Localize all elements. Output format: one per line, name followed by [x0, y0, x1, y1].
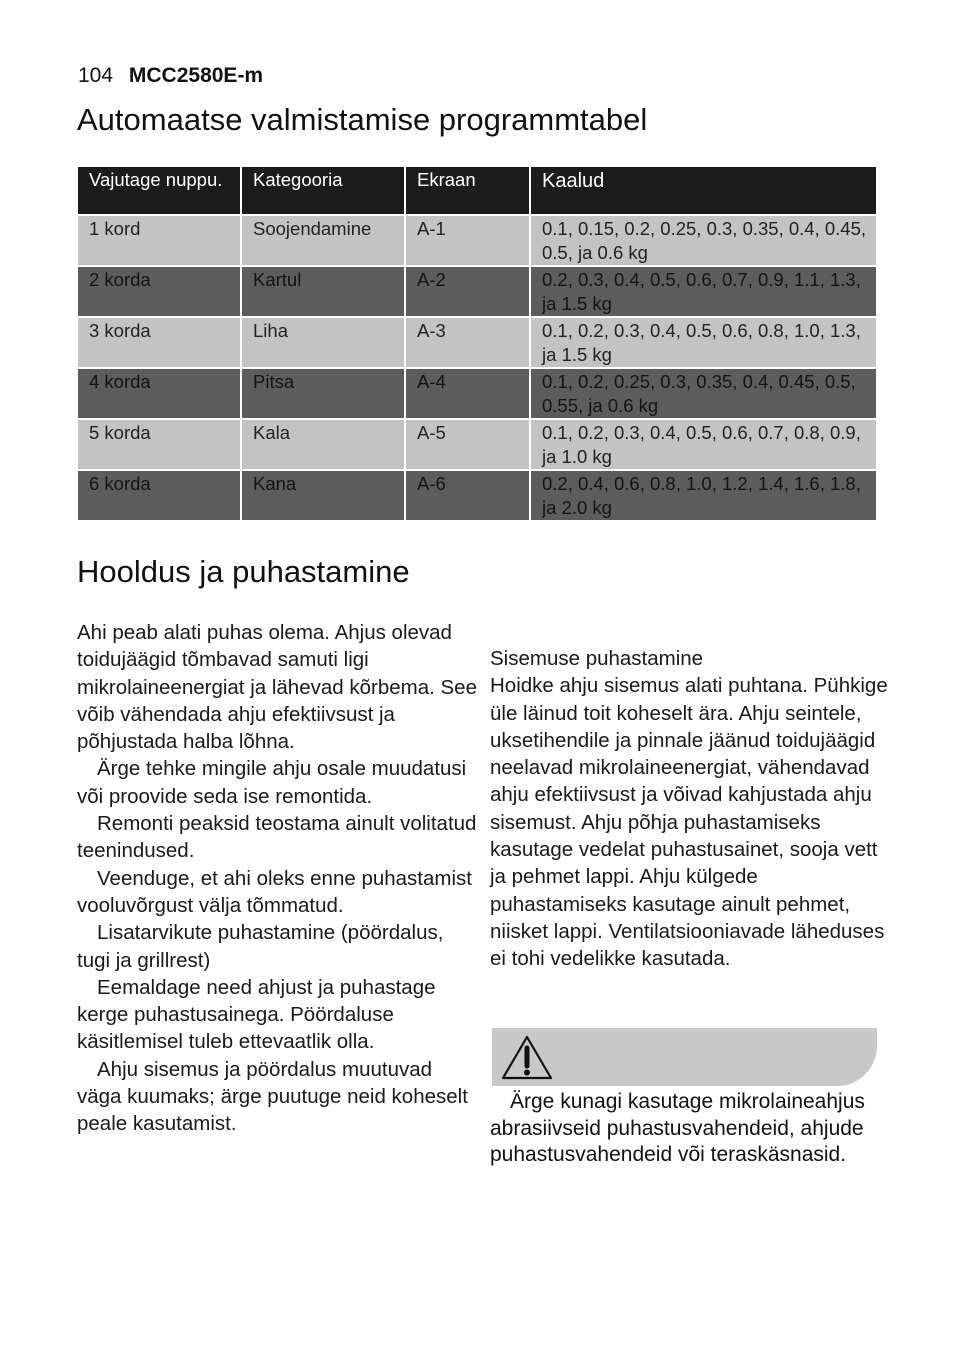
col-header-weights: Kaalud	[530, 167, 876, 215]
cell-display: A-5	[405, 419, 530, 470]
cell-display: A-3	[405, 317, 530, 368]
page-header	[78, 64, 263, 88]
program-table-title: Automaatse valmistamise programmtabel	[77, 102, 648, 137]
cell-weights: 0.1, 0.2, 0.25, 0.3, 0.35, 0.4, 0.45, 0.5, 0.55, ja 0.6 kg	[530, 368, 876, 419]
col-header-category: Kategooria	[241, 167, 405, 215]
paragraph: Ahi peab alati puhas olema. Ahjus olevad toidujäägid tõmbavad samuti ligi mikrolaineenergiat ja lähevad kõrbema. See võib vähendada ahju efektiivsust ja põhjustada halba lõhna.	[77, 621, 477, 754]
table-row	[78, 419, 876, 470]
cell-display: A-1	[405, 215, 530, 266]
cell-category: Kala	[241, 419, 405, 470]
cell-weights: 0.2, 0.3, 0.4, 0.5, 0.6, 0.7, 0.9, 1.1, 1.3, ja 1.5 kg	[530, 266, 876, 317]
cell-press: 1 kord	[78, 215, 241, 266]
maintenance-left-column	[77, 619, 477, 1138]
table-row	[78, 266, 876, 317]
cell-press: 5 korda	[78, 419, 241, 470]
paragraph: Remonti peaksid teostama ainult volitatud teenindused.	[77, 812, 477, 863]
paragraph: Hoidke ahju sisemus alati puhtana. Pühkige üle läinud toit koheselt ära. Ahju seintele, uksetihendile ja pinnale jäänud toidujäägid neelavad mikrolaineenergiat, vähendavad ahju efektiivsust ja võivad kahjustada ahju sisemust. Ahju põhja puhastamiseks kasutage vedelat puhastusainet, sooja vett ja pehmet lappi. Ahju külgede puhastamiseks kasutage ainult pehmet, niisket lappi. Ventilatsiooniavade läheduses ei tohi vedelikke kasutada.	[490, 674, 888, 971]
cell-press: 4 korda	[78, 368, 241, 419]
cell-category: Soojendamine	[241, 215, 405, 266]
cell-category: Kana	[241, 470, 405, 521]
interior-cleaning-heading: Sisemuse puhastamine	[490, 647, 704, 670]
maintenance-right-column	[490, 645, 890, 973]
paragraph: Ahju sisemus ja pöördalus muutuvad väga kuumaks; ärge puutuge neid koheselt peale kasutamist.	[77, 1057, 468, 1136]
table-row	[78, 215, 876, 266]
table-header-row	[78, 167, 876, 215]
maintenance-title: Hooldus ja puhastamine	[77, 554, 410, 589]
cell-weights: 0.1, 0.2, 0.3, 0.4, 0.5, 0.6, 0.8, 1.0, 1.3, ja 1.5 kg	[530, 317, 876, 368]
paragraph: Veenduge, et ahi oleks enne puhastamist vooluvõrgust välja tõmmatud.	[77, 866, 472, 917]
cell-weights: 0.1, 0.15, 0.2, 0.25, 0.3, 0.35, 0.4, 0.45, 0.5, ja 0.6 kg	[530, 215, 876, 266]
cell-category: Kartul	[241, 266, 405, 317]
cell-press: 6 korda	[78, 470, 241, 521]
col-header-press: Vajutage nuppu.	[78, 167, 241, 215]
cell-display: A-6	[405, 470, 530, 521]
table-row	[78, 368, 876, 419]
cell-category: Liha	[241, 317, 405, 368]
model-name: MCC2580E-m	[128, 64, 264, 87]
paragraph: Eemaldage need ahjust ja puhastage kerge puhastusainega. Pöördaluse käsitlemisel tuleb ettevaatlik olla.	[77, 975, 436, 1054]
paragraph: Ärge tehke mingile ahju osale muudatusi või proovide seda ise remontida.	[77, 757, 467, 808]
cell-press: 3 korda	[78, 317, 241, 368]
table-row	[78, 317, 876, 368]
page-number: 104	[78, 64, 114, 87]
warning-triangle-icon	[500, 1034, 554, 1082]
col-header-display: Ekraan	[405, 167, 530, 215]
warning-banner	[492, 1028, 877, 1086]
cell-display: A-4	[405, 368, 530, 419]
cell-weights: 0.2, 0.4, 0.6, 0.8, 1.0, 1.2, 1.4, 1.6, 1.8, ja 2.0 kg	[530, 470, 876, 521]
warning-text: Ärge kunagi kasutage mikrolaineahjus abrasiivseid puhastusvahendeid, ahjude puhastusvahendeid või teraskäsnasid.	[490, 1090, 865, 1166]
accessories-heading: Lisatarvikute puhastamine (pöördalus, tugi ja grillrest)	[77, 921, 444, 972]
table-row	[78, 470, 876, 521]
cell-display: A-2	[405, 266, 530, 317]
program-table	[78, 167, 876, 522]
cell-press: 2 korda	[78, 266, 241, 317]
cell-weights: 0.1, 0.2, 0.3, 0.4, 0.5, 0.6, 0.7, 0.8, 0.9, ja 1.0 kg	[530, 419, 876, 470]
cell-category: Pitsa	[241, 368, 405, 419]
